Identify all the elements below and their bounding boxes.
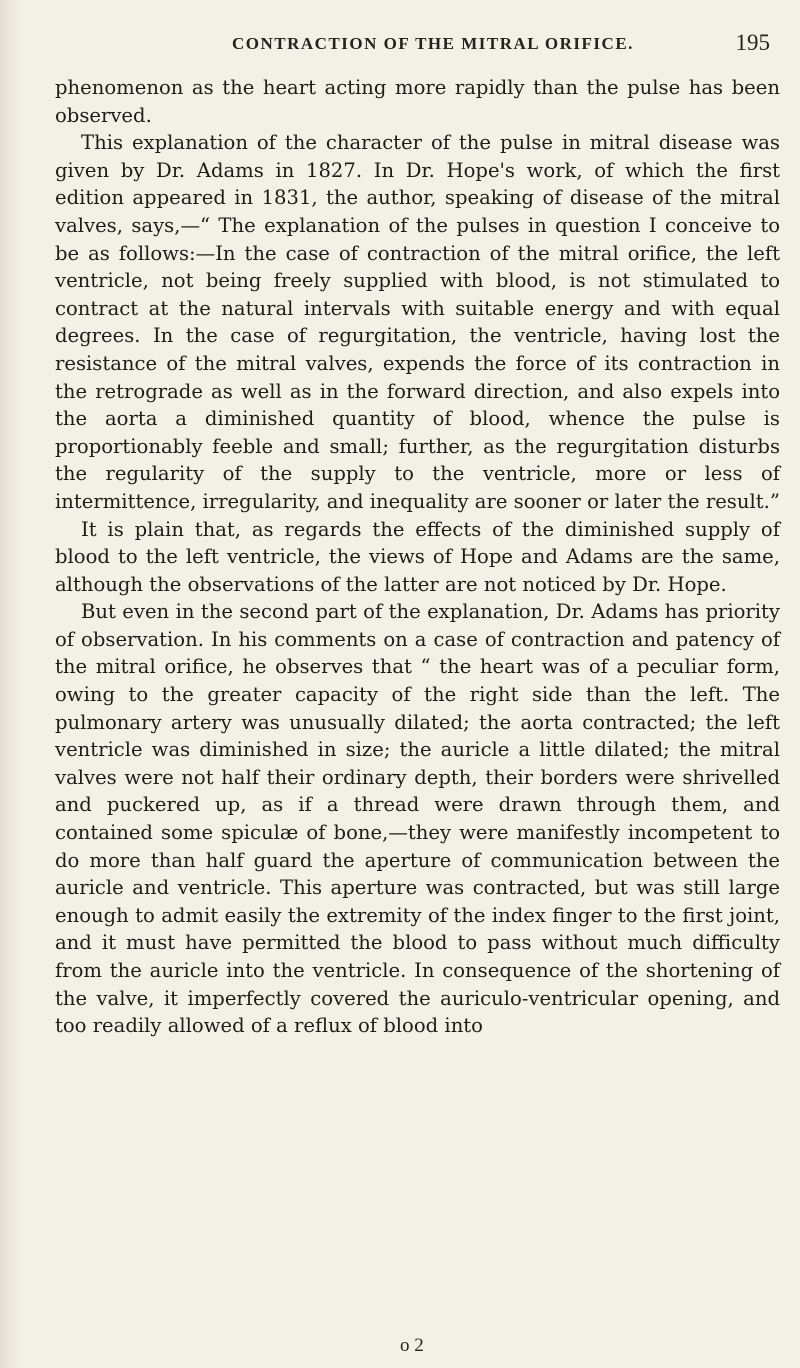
paragraph: But even in the second part of the explanation, Dr. Adams has priority of observation. In his comments on a case of contraction and patency of the mitral orifice, he observes that “ the heart was of a peculiar form, owing to the greater capacity of the right side than the left. The pulmonary artery was unusually dilated; the aorta contracted; the left ventricle was diminished in size; the auricle a little dilated; the mitral valves were not half their ordinary depth, their borders were shrivelled and puckered up, as if a thread were drawn through them, and contained some spiculæ of bone,—they were manifestly incompetent to do more than half guard the aperture of communication between the auricle and ventricle. This aperture was contracted, but was still large enough to admit easily the extremity of the index finger to the first joint, and it must have permitted the blood to pass without much difficulty from the auricle into the ventricle. In consequence of the shortening of the valve, it imperfectly covered the auriculo-ventricular opening, and too readily allowed of a reflux of blood into [55, 600, 780, 1038]
paragraph: It is plain that, as regards the effects of the diminished supply of blood to the left ventricle, the views of Hope and Adams are the same, although the observations of the latter are not noticed by Dr. Hope. [55, 517, 780, 596]
paragraph: phenomenon as the heart acting more rapidly than the pulse has been observed. [55, 76, 780, 127]
body-text [55, 74, 780, 1040]
running-head: CONTRACTION OF THE MITRAL ORIFICE. [232, 34, 634, 53]
page-edge-shading [0, 0, 22, 1368]
paragraph: This explanation of the character of the pulse in mitral disease was given by Dr. Adams in 1827. In Dr. Hope's work, of which the first edition appeared in 1831, the author, speaking of disease of the mitral valves, says,—“ The explanation of the pulses in question I conceive to be as follows:—In the case of contraction of the mitral orifice, the left ventricle, not being freely supplied with blood, is not stimulated to contract at the natural intervals with suitable energy and with equal degrees. In the case of regurgitation, the ventricle, having lost the resistance of the mitral valves, expends the force of its contraction in the retrograde as well as in the forward direction, and also expels into the aorta a diminished quantity of blood, whence the pulse is proportionably feeble and small; further, as the regurgitation disturbs the regularity of the supply to the ventricle, more or less of intermittence, irregularity, and inequality are sooner or later the result.” [55, 131, 780, 513]
signature-mark: o 2 [400, 1335, 424, 1356]
page-header [232, 30, 780, 60]
page-number: 195 [735, 30, 770, 55]
